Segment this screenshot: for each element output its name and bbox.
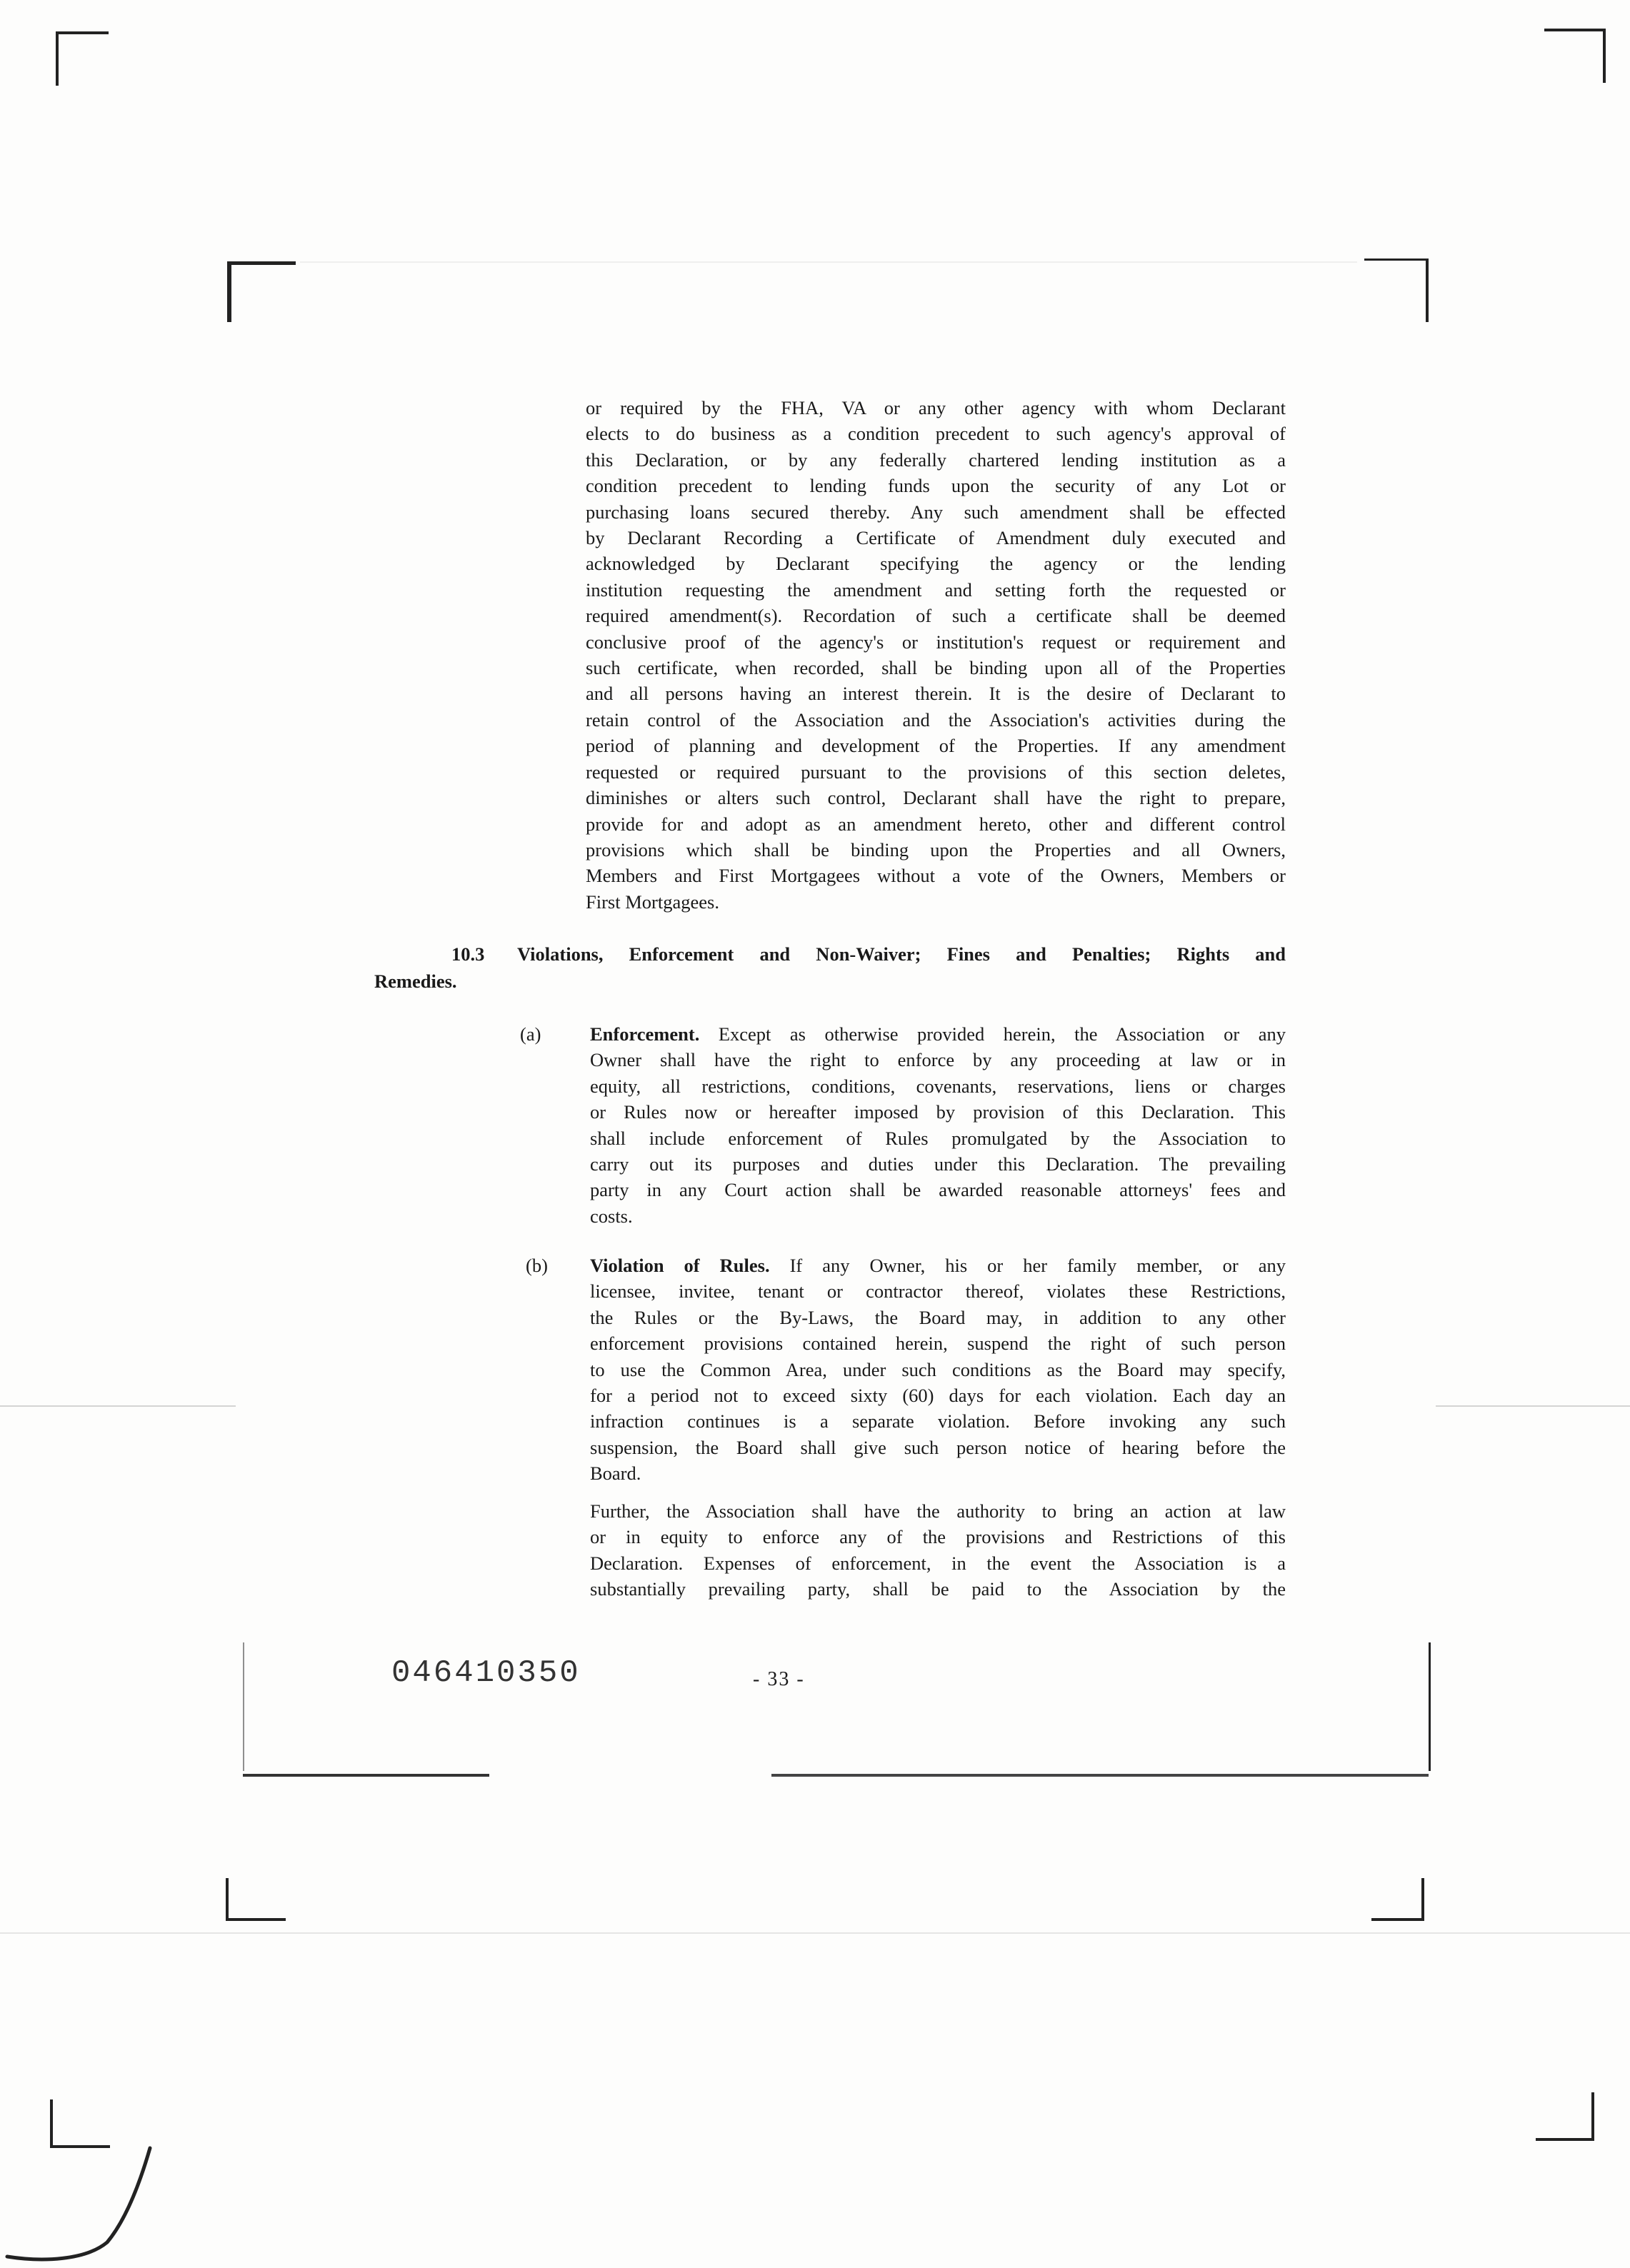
text-line: or required by the FHA, VA or any other agency with whom Declarant: [586, 397, 1286, 418]
text-line: Members and First Mortgagees without a vote of the Owners, Members or: [586, 865, 1286, 887]
text-line: suspension, the Board shall give such person notice of hearing before the: [590, 1436, 1286, 1458]
text-line: for a period not to exceed sixty (60) days for each violation. Each day an: [590, 1385, 1286, 1407]
text-line: carry out its purposes and duties under this Declaration. The prevailing: [590, 1153, 1286, 1175]
text-line: acknowledged by Declarant specifying the agency or the lending: [586, 553, 1286, 575]
paragraph-continuation: [586, 395, 1286, 915]
page-corner-top-left: [227, 261, 296, 322]
text-line: retain control of the Association and the Association's activities during the: [586, 708, 1286, 731]
page-corner-bottom-left: [226, 1878, 286, 1921]
text-line: Board.: [590, 1462, 641, 1485]
text-line: elects to do business as a condition precedent to such agency's approval of: [586, 423, 1286, 445]
page-number: - 33 -: [753, 1668, 805, 1690]
text-line: this Declaration, or by any federally chartered lending institution as a: [586, 448, 1286, 471]
text-line: condition precedent to lending funds upon the security of any Lot or: [586, 475, 1286, 497]
section-number: 10.3: [451, 943, 485, 965]
text-line: period of planning and development of the Properties. If any amendment: [586, 735, 1286, 757]
item-a-first-line: Except as otherwise provided herein, the Association or any: [699, 1023, 1286, 1045]
text-line: to use the Common Area, under such conditions as the Board may specify,: [590, 1358, 1286, 1380]
item-b-label: (b): [526, 1255, 548, 1276]
text-line: and all persons having an interest therein. It is the desire of Declarant to: [586, 683, 1286, 705]
text-line: equity, all restrictions, conditions, covenants, reservations, liens or charges: [590, 1075, 1286, 1097]
text-line: purchasing loans secured thereby. Any such amendment shall be effected: [586, 501, 1286, 523]
item-a-term: Enforcement.: [590, 1023, 700, 1045]
scan-streak-top: [300, 261, 1357, 263]
page-bottom-edge-right: [771, 1774, 1429, 1777]
text-line: party in any Court action shall be awarded reasonable attorneys' fees and: [590, 1179, 1286, 1201]
text-line: provisions which shall be binding upon the Properties and all Owners,: [586, 838, 1286, 860]
document-number: 046410350: [391, 1655, 581, 1691]
item-b-term: Violation of Rules.: [590, 1255, 770, 1276]
text-line: First Mortgagees.: [586, 890, 719, 913]
crop-mark-bottom-right: [1536, 2092, 1594, 2141]
page-corner-top-right: [1364, 259, 1429, 322]
text-line: Owner shall have the right to enforce by any proceeding at law or in: [590, 1049, 1286, 1071]
text-line: or in equity to enforce any of the provisions and Restrictions of this: [590, 1526, 1286, 1548]
paragraph-further: [590, 1498, 1286, 1602]
crop-mark-top-right: [1544, 29, 1606, 83]
page-frame-left-edge: [243, 1642, 244, 1771]
text-line: [590, 1021, 1286, 1047]
scan-streak-right: [1436, 1405, 1630, 1407]
text-line: enforcement provisions contained herein, suspend the right of such person: [590, 1333, 1286, 1355]
text-line: diminishes or alters such control, Declarant shall have the right to prepare,: [586, 787, 1286, 809]
section-title-continued: Remedies.: [374, 970, 457, 992]
text-line: conclusive proof of the agency's or institution's request or requirement and: [586, 631, 1286, 653]
text-line: licensee, invitee, tenant or contractor thereof, violates these Restrictions,: [590, 1280, 1286, 1303]
text-line: by Declarant Recording a Certificate of Amendment duly executed and: [586, 527, 1286, 549]
text-line: or Rules now or hereafter imposed by provision of this Declaration. This: [590, 1101, 1286, 1123]
item-b-text: [590, 1253, 1286, 1487]
text-line: shall include enforcement of Rules promulgated by the Association to: [590, 1127, 1286, 1149]
text-line: costs.: [590, 1205, 633, 1227]
text-line: [590, 1253, 1286, 1278]
text-line: the Rules or the By-Laws, the Board may, in addition to any other: [590, 1306, 1286, 1328]
text-line: Declaration. Expenses of enforcement, in the event the Association is a: [590, 1552, 1286, 1574]
item-a-label: (a): [520, 1023, 541, 1045]
item-b-first-line: If any Owner, his or her family member, or any: [769, 1255, 1286, 1276]
text-line: required amendment(s). Recordation of such a certificate shall be deemed: [586, 605, 1286, 627]
text-line: substantially prevailing party, shall be paid to the Association by the: [590, 1578, 1286, 1600]
signature-stroke: [0, 2142, 171, 2268]
item-a-text: [590, 1021, 1286, 1229]
text-line: requested or required pursuant to the provisions of this section deletes,: [586, 761, 1286, 783]
text-line: institution requesting the amendment and setting forth the requested or: [586, 578, 1286, 601]
page-corner-bottom-right: [1371, 1878, 1424, 1921]
text-line: Further, the Association shall have the authority to bring an action at law: [590, 1500, 1286, 1522]
crop-mark-top-left: [56, 31, 109, 86]
text-line: such certificate, when recorded, shall be binding upon all of the Properties: [586, 657, 1286, 679]
scan-streak-left: [0, 1405, 236, 1407]
scan-streak-bottom: [0, 1932, 1630, 1934]
crop-mark-bottom-left: [50, 2099, 110, 2148]
section-title: Violations, Enforcement and Non-Waiver; Fines and Penalties; Rights and: [517, 943, 1286, 965]
text-line: provide for and adopt as an amendment hereto, other and different control: [586, 813, 1286, 835]
page-frame-right-edge: [1429, 1642, 1431, 1771]
text-line: infraction continues is a separate violation. Before invoking any such: [590, 1410, 1286, 1432]
page-bottom-edge-left: [243, 1774, 489, 1777]
